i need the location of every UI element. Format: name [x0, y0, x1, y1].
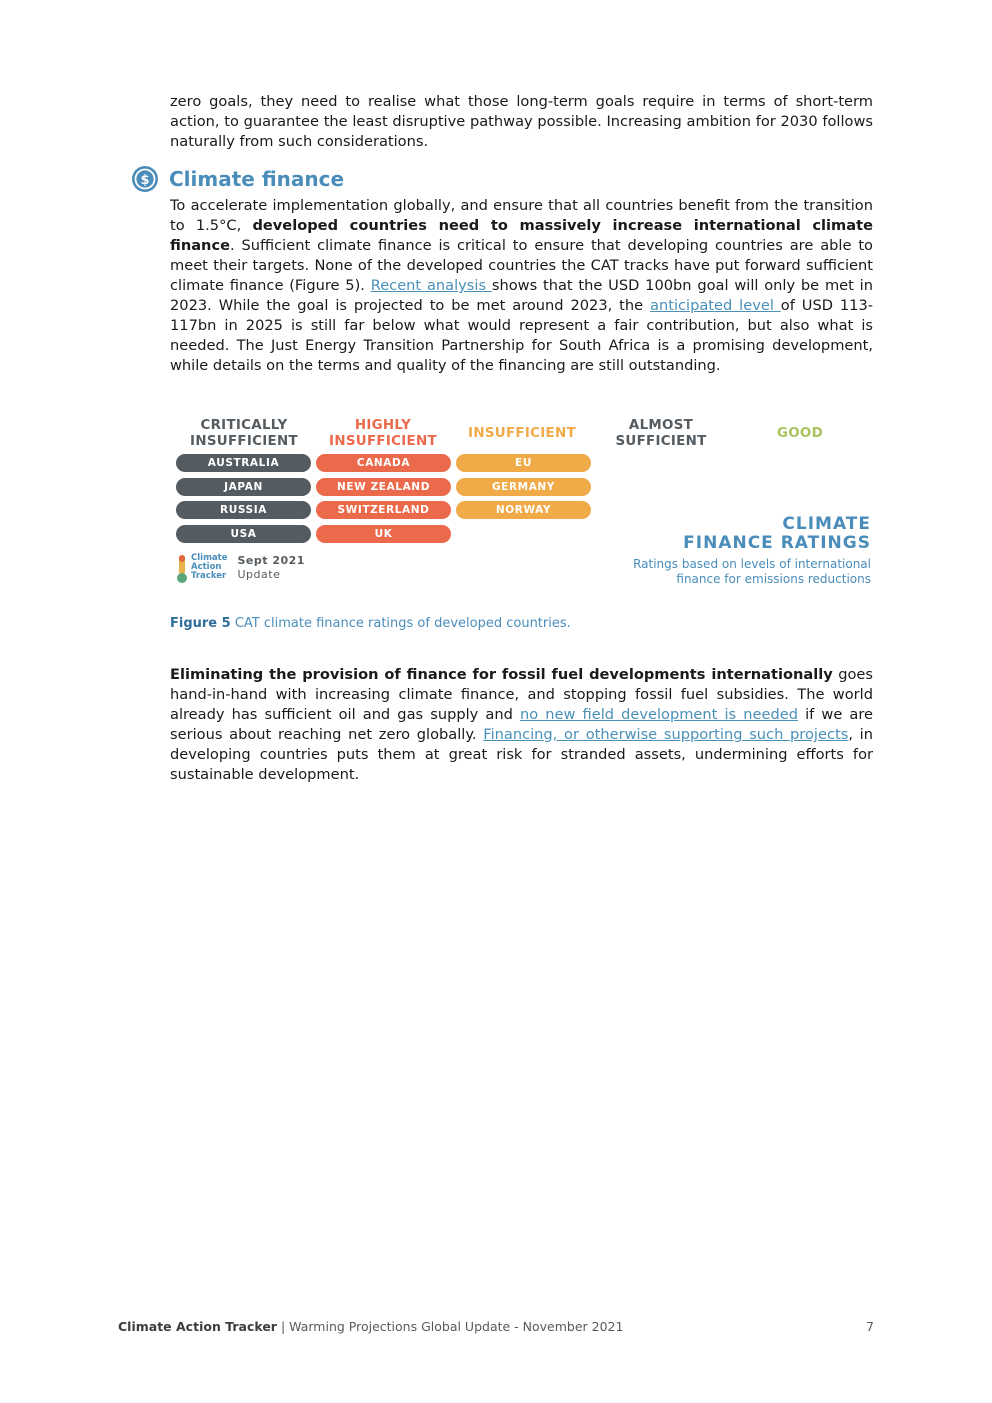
svg-text:$: $ [140, 173, 150, 188]
category-label: CRITICALLY [200, 418, 288, 433]
logo-line: Climate [191, 553, 228, 563]
country-pill-highly: UK [316, 525, 451, 543]
ratings-subtitle: Ratings based on levels of international [633, 557, 871, 571]
category-label: INSUFFICIENT [468, 426, 576, 441]
category-insufficient [452, 426, 592, 442]
no-new-field-link[interactable]: no new field development is needed [519, 706, 798, 723]
text-run: of USD 113-117bn in 2025 is still far below what would represent a fair contribution, but also what is needed. The Just Energy Transition Partnership for South Africa is a promising development, while details on the terms and quality of the financing are still outstanding. [170, 297, 873, 374]
bold-text: developed countries need to massively increase international climate finance [170, 217, 873, 254]
thermometer-icon [175, 554, 189, 584]
category-critically-insufficient [174, 418, 314, 450]
country-pill-insufficient: EU [456, 454, 591, 472]
country-pill-insufficient: GERMANY [456, 478, 591, 496]
dollar-coin-icon [131, 165, 159, 193]
text-run: if we are serious about reaching net zero globally. [170, 706, 874, 743]
caption-text: CAT climate finance ratings of developed countries. [230, 616, 571, 631]
logo-line: Action [191, 562, 222, 572]
footer-separator: | [276, 1319, 290, 1334]
category-label: INSUFFICIENT [329, 434, 437, 449]
update-date: Sept 2021 [237, 554, 305, 567]
ratings-subtitle: finance for emissions reductions [676, 572, 871, 586]
ratings-title: CLIMATE [782, 514, 871, 534]
text-run: To accelerate implementation globally, and ensure that all countries benefit from the transition to 1.5°C, [170, 197, 873, 234]
update-word: Update [237, 568, 281, 581]
ratings-title: FINANCE RATINGS [683, 533, 871, 553]
ratings-title-block [633, 515, 871, 587]
page-footer [118, 1319, 874, 1334]
category-label: HIGHLY [354, 418, 412, 433]
text-run: goes hand-in-hand with increasing climate finance, and stopping fossil fuel subsidies. The world already has sufficient oil and gas supply and [170, 666, 873, 723]
update-label [238, 554, 305, 582]
category-label: INSUFFICIENT [190, 434, 298, 449]
country-pill-critical: USA [176, 525, 311, 543]
country-pill-critical: RUSSIA [176, 501, 311, 519]
cat-logo-text [191, 554, 228, 581]
fossil-finance-paragraph [170, 665, 873, 785]
climate-finance-paragraph [170, 196, 873, 376]
figure-caption [170, 616, 571, 631]
category-good [730, 426, 870, 442]
caption-label: Figure 5 [170, 616, 231, 631]
category-almost-sufficient [591, 418, 731, 450]
country-pill-highly: CANADA [316, 454, 451, 472]
text-run: shows that the USD 100bn goal will only be met in 2023. While the goal is projected to be met around 2023, the [170, 277, 873, 314]
category-label: GOOD [776, 426, 824, 441]
footer-org: Climate Action Tracker [118, 1319, 277, 1334]
text-run: , in developing countries puts them at great risk for stranded assets, undermining efforts for sustainable development. [170, 726, 873, 783]
section-heading [131, 164, 344, 194]
country-pill-insufficient: NORWAY [456, 501, 591, 519]
recent-analysis-link[interactable]: Recent analysis [370, 277, 492, 294]
page-number: 7 [866, 1319, 874, 1334]
country-pill-highly: SWITZERLAND [316, 501, 451, 519]
text-run: . Sufficient climate finance is critical to ensure that developing countries are able to meet their targets. None of the developed countries the CAT tracks have put forward sufficient climate finance (Figure 5). [170, 237, 873, 294]
financing-projects-link[interactable]: Financing, or otherwise supporting such projects [483, 726, 849, 743]
country-pill-critical: AUSTRALIA [176, 454, 311, 472]
cat-update-badge [175, 554, 305, 584]
footer-document-title: Warming Projections Global Update - November 2021 [289, 1319, 624, 1334]
category-highly-insufficient [313, 418, 453, 450]
anticipated-level-link[interactable]: anticipated level [650, 297, 781, 314]
category-label: SUFFICIENT [615, 434, 707, 449]
logo-line: Tracker [191, 571, 227, 581]
section-title: Climate finance [169, 167, 345, 191]
bold-text: Eliminating the provision of finance for fossil fuel developments internationally [170, 666, 833, 683]
intro-paragraph: zero goals, they need to realise what those long-term goals require in terms of short-term action, to guarantee the least disruptive pathway possible. Increasing ambition for 2030 follows naturally from such considerations. [170, 93, 873, 150]
country-pill-critical: JAPAN [176, 478, 311, 496]
country-pill-highly: NEW ZEALAND [316, 478, 451, 496]
category-label: ALMOST [628, 418, 694, 433]
